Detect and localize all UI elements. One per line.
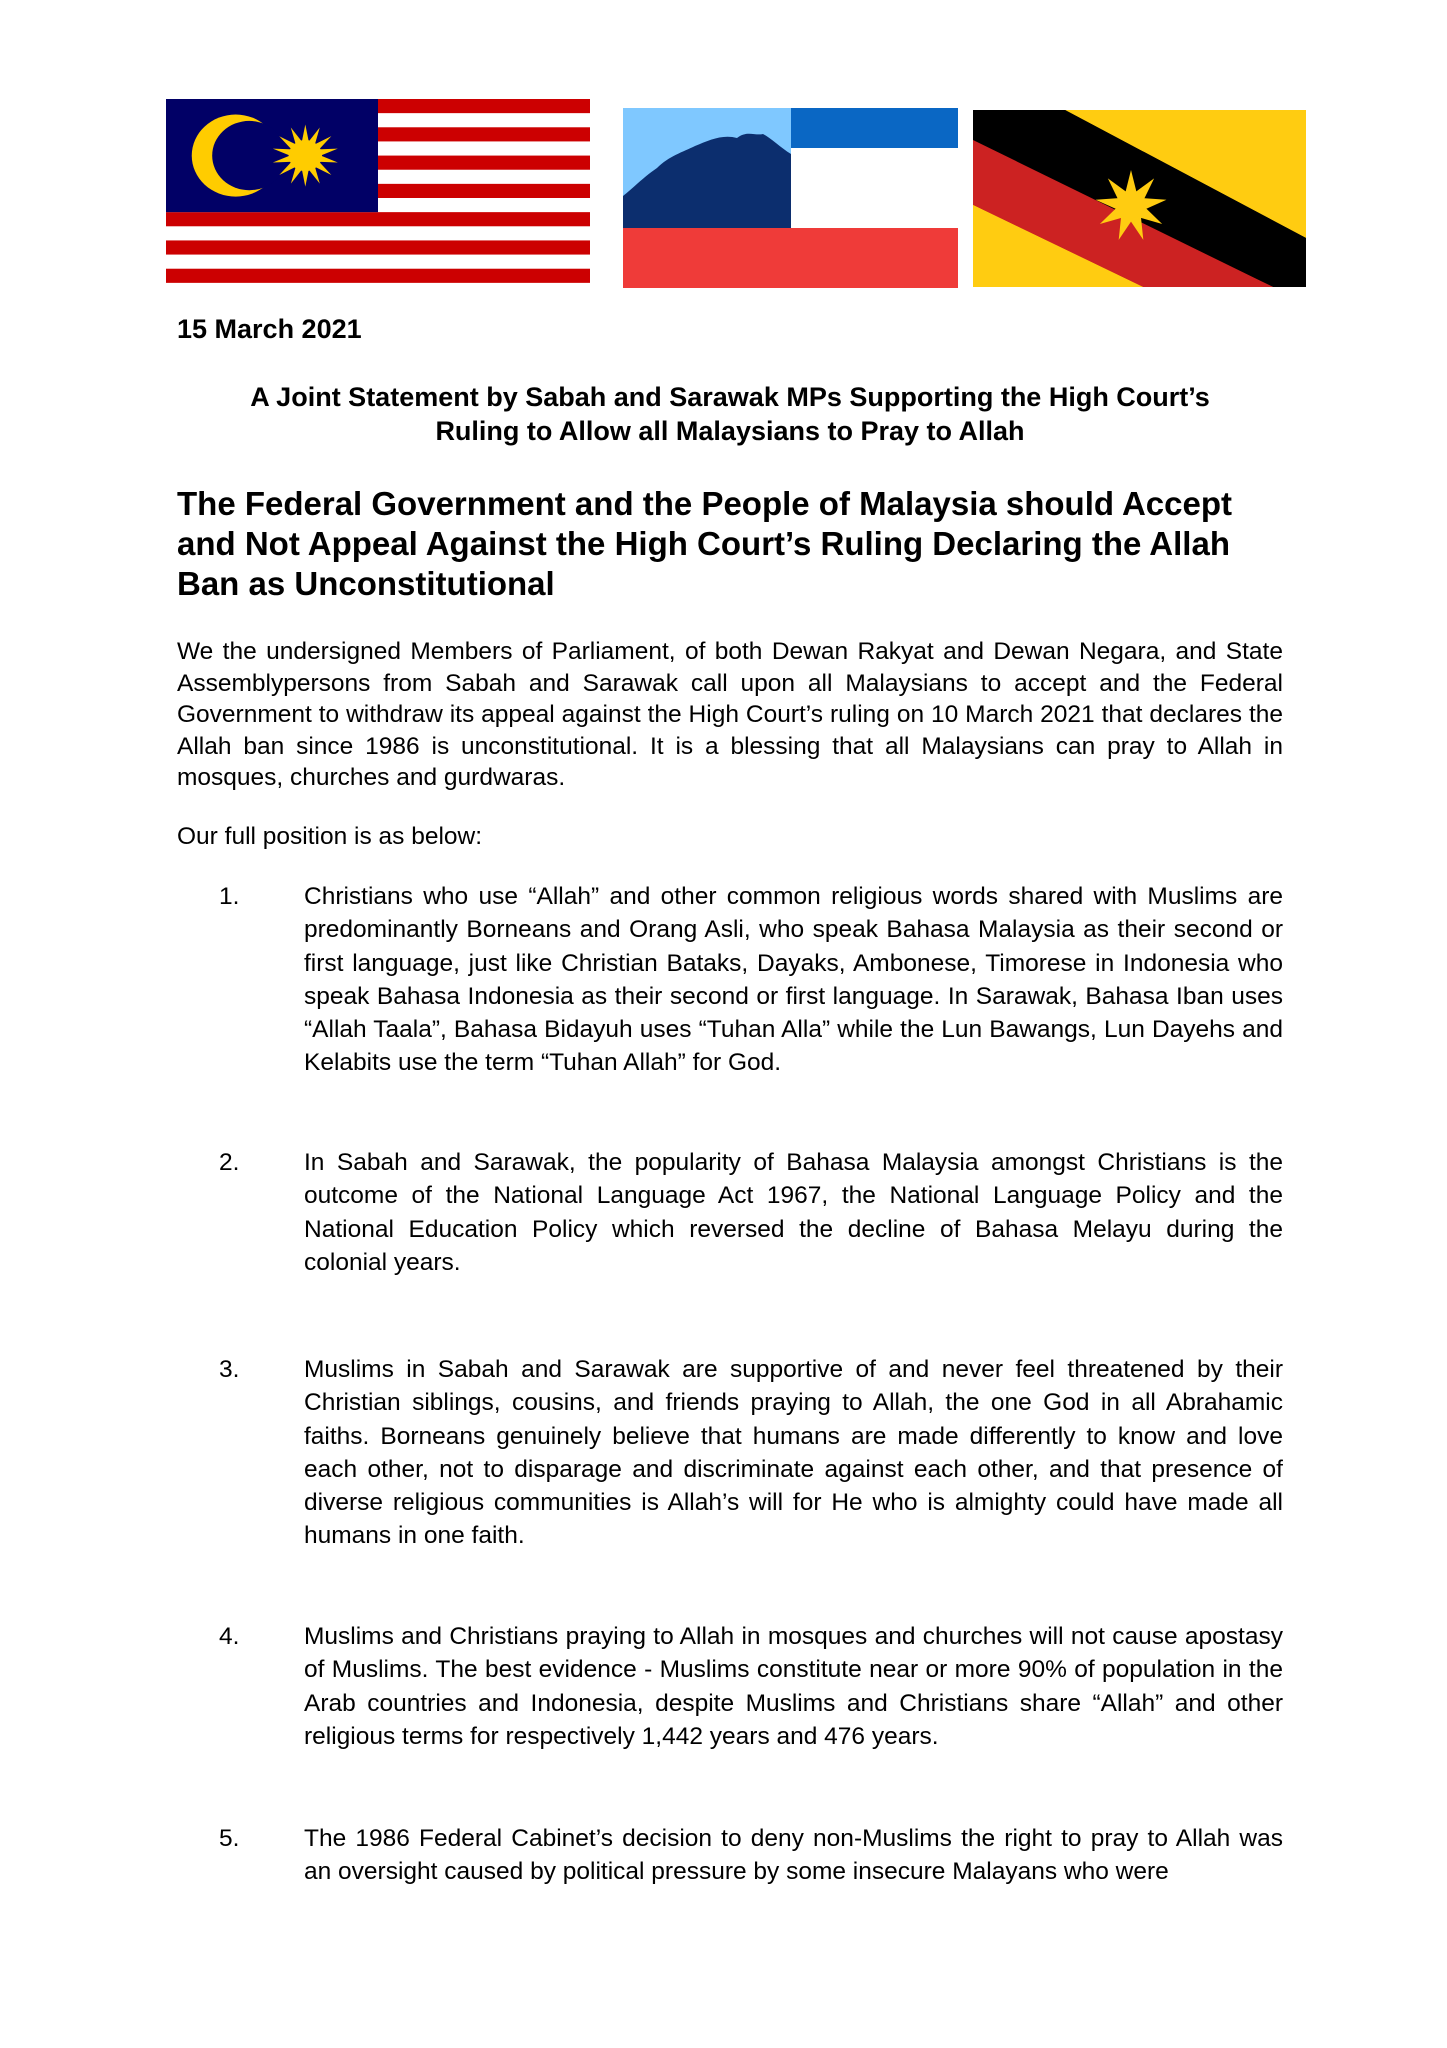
list-text: The 1986 Federal Cabinet’s decision to deny non-Muslims the right to pray to Allah was an oversight caused by political pressure by some insecure Malayans who were [304,1825,1283,1886]
list-text: Muslims in Sabah and Sarawak are supportive of and never feel threatened by their Christian siblings, cousins, and friends praying to Allah, the one God in all Abrahamic faiths. Borneans genuinely believe that humans are made differently to know and love each other, not to disparage and discriminate against each other, and that presence of diverse religious communities is Allah’s will for He who is almighty could have made all humans in one faith. [304,1356,1283,1550]
intro-paragraph: We the undersigned Members of Parliament, of both Dewan Rakyat and Dewan Negara, and State Assemblypersons from Sabah and Sarawak call upon all Malaysians to accept and the Federal Government to withdraw its appeal against the High Court’s ruling on 10 March 2021 that declares the Allah ban since 1986 is unconstitutional. It is a blessing that all Malaysians can pray to Allah in mosques, churches and gurdwaras. [177,638,1283,791]
list-number: 3. [219,1356,240,1383]
position-label: Our full position is as below: [177,823,483,850]
statement-date: 15 March 2021 [177,314,362,344]
list-item-3 [219,1353,1283,1553]
list-text: Muslims and Christians praying to Allah in mosques and churches will not cause apostasy of Muslims. The best evidence - Muslims constitute near or more 90% of population in the Arab countries and Indonesia, despite Muslims and Christians share “Allah” and other religious terms for respectively 1,442 years and 476 years. [304,1623,1283,1750]
list-number: 1. [219,883,240,910]
list-item-1 [219,880,1283,1080]
list-number: 5. [219,1825,240,1852]
sabah-flag [623,108,958,288]
list-text: In Sabah and Sarawak, the popularity of Bahasa Malaysia amongst Christians is the outcome of the National Language Act 1967, the National Language Policy and the National Education Policy which reversed the decline of Bahasa Melayu during the colonial years. [304,1149,1283,1276]
list-item-4 [219,1620,1283,1753]
flag-banner [0,0,1447,300]
list-number: 4. [219,1623,240,1650]
list-item-5 [219,1822,1283,1889]
malaysia-flag [166,99,590,297]
main-title: The Federal Government and the People of Malaysia should Accept and Not Appeal Against the High Court’s Ruling Declaring the Allah Ban as Unconstitutional [177,485,1233,602]
list-text: Christians who use “Allah” and other common religious words shared with Muslims are predominantly Borneans and Orang Asli, who speak Bahasa Malaysia as their second or first language, just like Christian Bataks, Dayaks, Ambonese, Timorese in Indonesia who speak Bahasa Indonesia as their second or first language. In Sarawak, Bahasa Iban uses “Allah Taala”, Bahasa Bidayuh uses “Tuhan Alla” while the Lun Bawangs, Lun Dayehs and Kelabits use the term “Tuhan Allah” for God. [304,883,1283,1077]
list-number: 2. [219,1149,240,1176]
statement-subtitle [177,380,1283,448]
subtitle-line-1: A Joint Statement by Sabah and Sarawak MPs Supporting the High Court’s [250,382,1210,412]
list-item-2 [219,1146,1283,1279]
subtitle-line-2: Ruling to Allow all Malaysians to Pray to Allah [435,416,1025,446]
sarawak-flag [973,110,1306,287]
